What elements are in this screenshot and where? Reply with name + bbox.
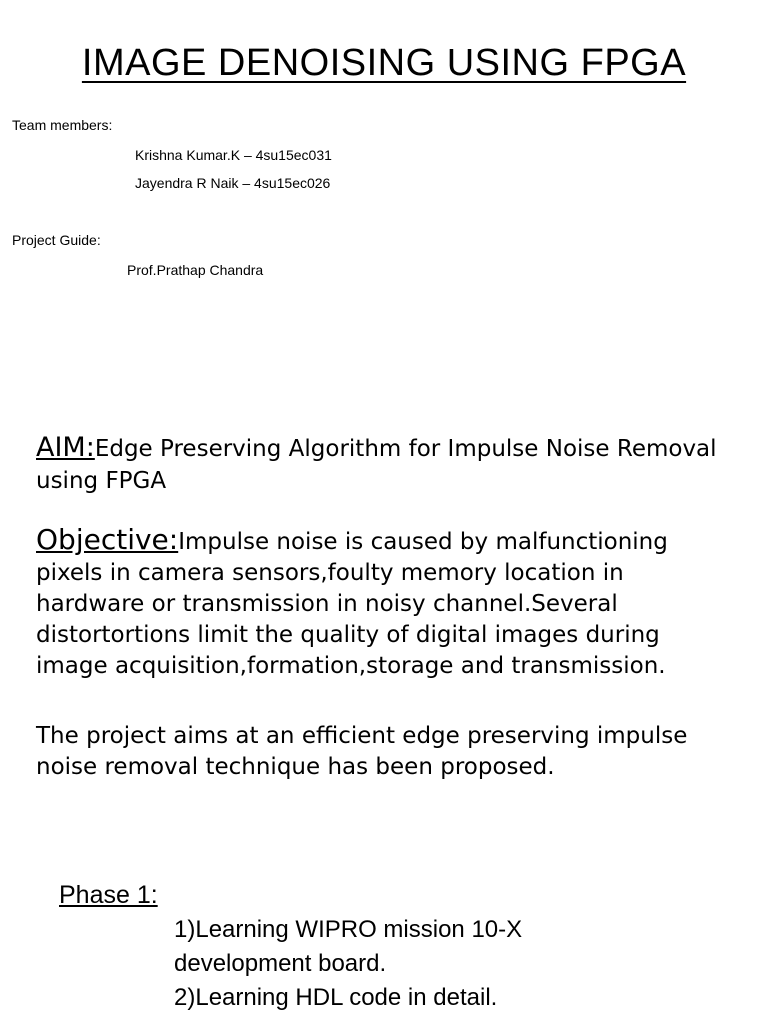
step-1-prefix: Learning	[195, 916, 296, 943]
step-2-number: 2)	[174, 984, 196, 1011]
aim-text: Edge Preserving Algorithm for Impulse Noise Removal using FPGA	[36, 436, 717, 494]
phase-1-step-1	[174, 916, 522, 944]
team-member-2: Jayendra R Naik – 4su15ec026	[135, 175, 331, 191]
objective-section	[36, 524, 736, 682]
aim-label: AIM:	[36, 432, 95, 463]
team-members-label: Team members:	[12, 117, 113, 133]
project-guide-name: Prof.Prathap Chandra	[127, 262, 264, 278]
objective-paragraph-2: The project aims at an efficient edge preserving impulse noise removal technique has been proposed.	[36, 723, 688, 780]
step-1-number: 1)	[174, 916, 196, 943]
aim-section	[36, 432, 736, 497]
step-1-board-name: WIPRO mission 10-X	[295, 916, 523, 943]
phase-1-label: Phase 1:	[59, 881, 158, 909]
objective-text: Impulse noise is caused by malfunctioning pixels in camera sensors,foulty memory location in hardware or transmission in noisy channel.Several distortortions limit the quality of digital images during image acquisition,formation,storage and transmission.	[36, 529, 668, 679]
page-title	[0, 42, 768, 85]
phase-1-step-1-continued: development board.	[174, 950, 387, 977]
page-title-text: IMAGE DENOISING USING FPGA	[81, 42, 687, 84]
project-guide-label: Project Guide:	[12, 232, 101, 248]
phase-1-step-2	[174, 984, 497, 1012]
step-2-text: Learning HDL code in detail.	[195, 984, 498, 1011]
team-member-1: Krishna Kumar.K – 4su15ec031	[135, 147, 332, 163]
objective-label: Objective:	[36, 523, 179, 556]
